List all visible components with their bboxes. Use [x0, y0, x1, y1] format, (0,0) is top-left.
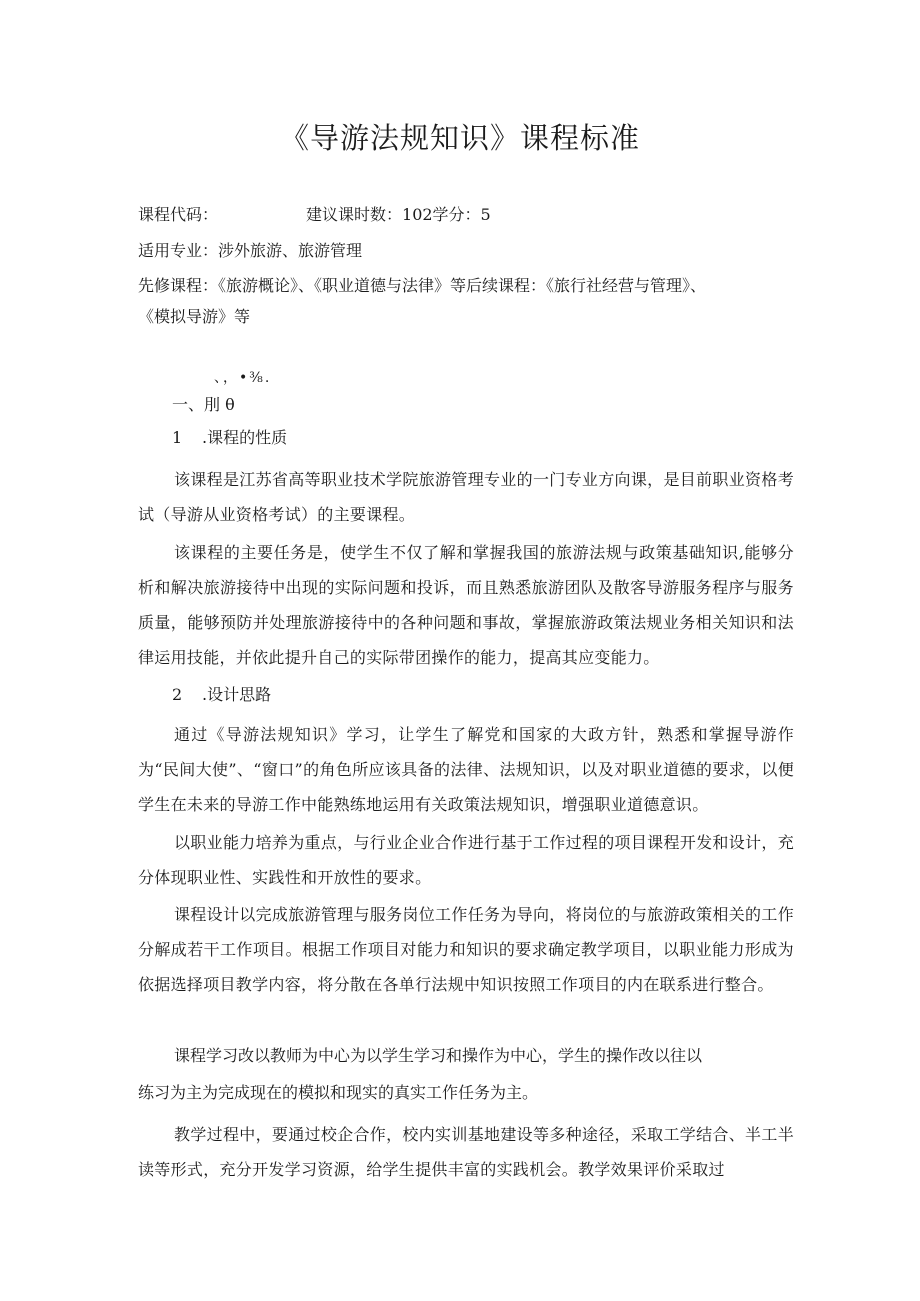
subsection-number: 1 — [172, 428, 183, 447]
hours-credit: 建议课时数：102学分：5 — [306, 205, 491, 224]
section-heading-1: 一、刖 θ — [172, 395, 235, 414]
paragraph-course-nature: 该课程是江苏省高等职业技术学院旅游管理专业的一门专业方向课，是目前职业资格考试（导游从业资格考试）的主要课程。 — [138, 470, 794, 524]
subsection-number: 2 — [172, 685, 183, 704]
subsection-heading-2 — [172, 684, 271, 706]
paragraph-design-4-line1: 课程学习改以教师为中心为以学生学习和操作为中心，学生的操作改以往以 — [174, 1046, 703, 1065]
prerequisite-courses-line1: 先修课程：《旅游概论》、《职业道德与法律》等后续课程：《旅行社经营与管理》、 — [138, 276, 707, 295]
subsection-title: .课程的性质 — [202, 428, 288, 447]
document-title: 《导游法规知识》课程标准 — [279, 121, 640, 155]
subsection-title: .设计思路 — [202, 685, 272, 704]
paragraph-design-2: 以职业能力培养为重点，与行业企业合作进行基于工作过程的项目课程开发和设计，充分体现职业性、实践性和开放性的要求。 — [138, 833, 794, 887]
course-code-line — [138, 204, 491, 226]
paragraph-main-tasks: 该课程的主要任务是，使学生不仅了解和掌握我国的旅游法规与政策基础知识,能够分析和解决旅游接待中出现的实际问题和投诉，而且熟悉旅游团队及散客导游服务程序与服务质量，能够预防并处理旅游接待中的各种问题和事故，掌握旅游政策法规业务相关知识和法律运用技能，并依此提升自己的实际带团操作的能力，提高其应变能力。 — [138, 543, 794, 667]
course-code-label: 课程代码： — [138, 205, 219, 224]
paragraph-design-1: 通过《导游法规知识》学习，让学生了解党和国家的大政方针，熟悉和掌握导游作为“民间大使”、“窗口”的角色所应该具备的法律、法规知识，以及对职业道德的要求，以便学生在未来的导游工作中能熟练地运用有关政策法规知识，增强职业道德意识。 — [138, 725, 794, 814]
prerequisite-courses-line2: 《模拟导游》等 — [138, 307, 251, 326]
paragraph-design-5: 教学过程中，要通过校企合作，校内实训基地建设等多种途径，采取工学结合、半工半读等形式，充分开发学习资源，给学生提供丰富的实践机会。教学效果评价采取过 — [138, 1125, 794, 1179]
subsection-heading-1 — [172, 427, 287, 449]
paragraph-design-3: 课程设计以完成旅游管理与服务岗位工作任务为导向，将岗位的与旅游政策相关的工作分解成若干工作项目。根据工作项目对能力和知识的要求确定教学项目，以职业能力形成为依据选择项目教学内容，将分散在各单行法规中知识按照工作项目的内在联系进行整合。 — [138, 905, 794, 994]
applicable-major: 适用专业：涉外旅游、旅游管理 — [138, 241, 363, 260]
paragraph-design-4-line2: 练习为主为完成现在的模拟和现实的真实工作任务为主。 — [138, 1083, 539, 1102]
stray-marks: 、，•⅜. — [214, 370, 272, 386]
